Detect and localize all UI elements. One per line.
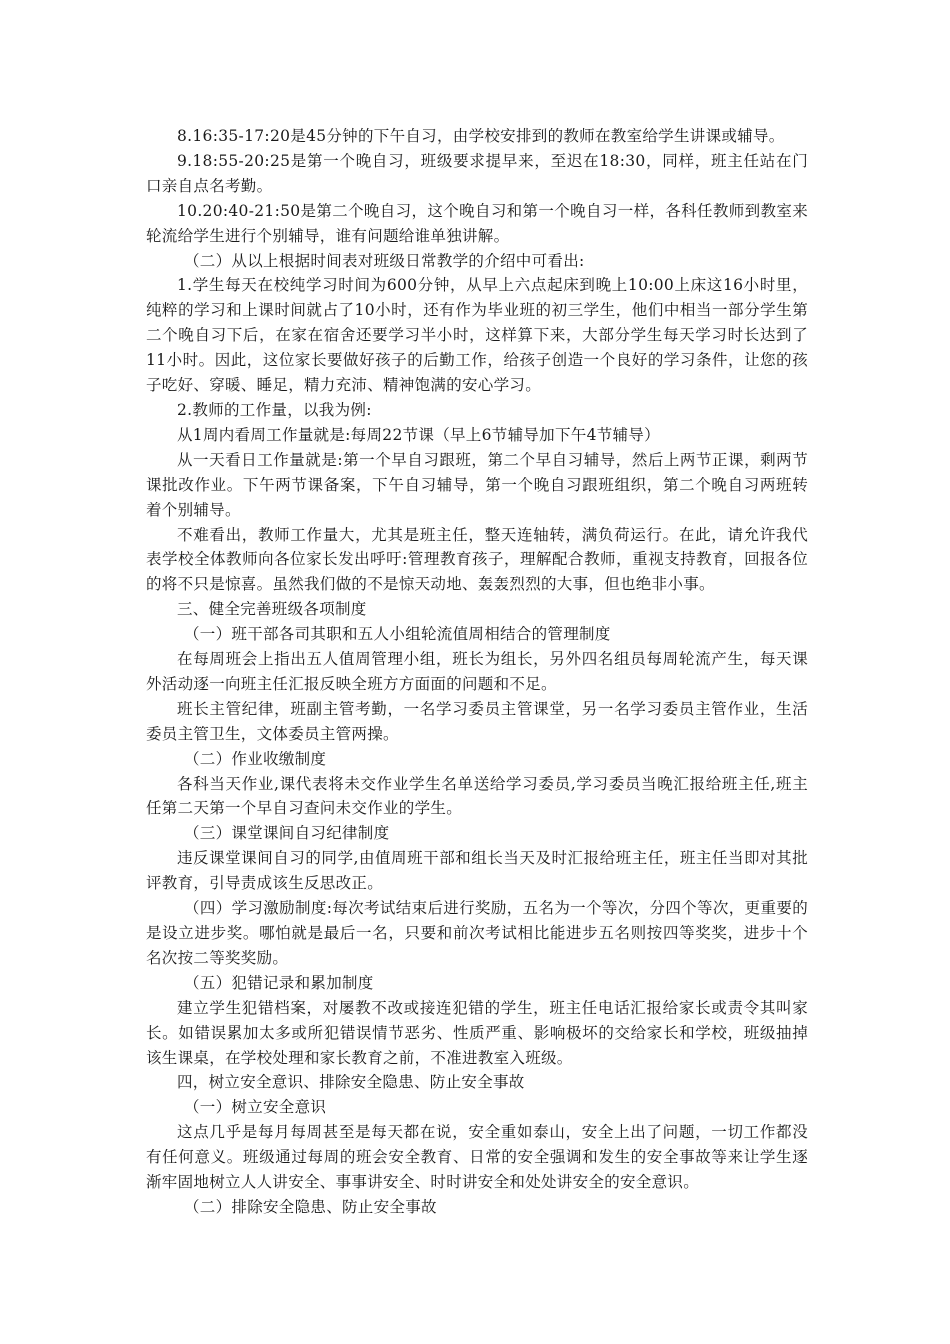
paragraph: 班长主管纪律，班副主管考勤，一名学习委员主管课堂，另一名学习委员主管作业，生活委员主管卫生，文体委员主管两操。 [146,699,808,743]
subsection-heading: （二）从以上根据时间表对班级日常教学的介绍中可看出: [184,251,585,270]
paragraph: 不难看出，教师工作量大，尤其是班主任，整天连轴转，满负荷运行。在此，请允许我代表学校全体教师向各位家长发出呼吁:管理教育孩子，理解配合教师，重视支持教育，回报各位的将不只是惊喜。虽然我们做的不是惊天动地、轰轰烈烈的大事，但也绝非小事。 [146,525,808,594]
subsection-heading: （一）树立安全意识 [184,1098,327,1117]
subsection-heading: （五）犯错记录和累加制度 [184,973,374,992]
paragraph: 违反课堂课间自习的同学,由值周班干部和组长当天及时汇报给班主任，班主任当即对其批评教育，引导责成该生反思改正。 [146,849,808,893]
paragraph: 2.教师的工作量，以我为例: [177,400,372,419]
paragraph: 各科当天作业,课代表将未交作业学生名单送给学习委员,学习委员当晚汇报给班主任,班主任第二天第一个早自习查问未交作业的学生。 [146,774,808,818]
paragraph: 从一天看日工作量就是:第一个早自习跟班，第二个早自习辅导，然后上两节正课，剩两节课批改作业。下午两节课备案，下午自习辅导，第一个晚自习跟班组织，第二个晚自习两班转着个别辅导。 [146,450,808,519]
paragraph: 建立学生犯错档案，对屡教不改或接连犯错的学生，班主任电话汇报给家长或责令其叫家长。如错误累加太多或所犯错误情节恶劣、性质严重、影响极坏的交给家长和学校，班级抽掉该生课桌，在学校处理和家长教育之前，不准进教室入班级。 [146,998,808,1067]
section-heading: 四，树立安全意识、排除安全隐患、防止安全事故 [177,1073,525,1092]
paragraph: 1.学生每天在校纯学习时间为600分钟，从早上六点起床到晚上10:00上床这16小时里，纯粹的学习和上课时间就占了10小时，还有作为毕业班的初三学生，他们中相当一部分学生第二个晚自习下后，在家在宿舍还要学习半小时，这样算下来，大部分学生每天学习时长达到了11小时。因此，这位家长要做好孩子的后勤工作，给孩子创造一个良好的学习条件，让您的孩子吃好、穿暖、睡足，精力充沛、精神饱满的安心学习。 [146,276,808,395]
section-heading: 三、健全完善班级各项制度 [177,600,367,619]
paragraph: 10.20:40-21:50是第二个晚自习，这个晚自习和第一个晚自习一样，各科任教师到教室来轮流给学生进行个别辅导，谁有问题给谁单独讲解。 [146,201,808,245]
subsection-heading: （四）学习激励制度:每次考试结束后进行奖励，五名为一个等次，分四个等次，更重要的是设立进步奖。哪怕就是最后一名，只要和前次考试相比能进步五名则按四等奖奖，进步十个名次按二等奖奖励。 [146,899,808,967]
subsection-heading: （二）作业收缴制度 [184,749,327,768]
subsection-heading: （三）课堂课间自习纪律制度 [184,824,390,843]
paragraph: 9.18:55-20:25是第一个晚自习，班级要求提早来，至迟在18:30，同样，班主任站在门口亲自点名考勤。 [146,151,808,195]
document-page [146,124,808,1220]
paragraph: 在每周班会上指出五人值周管理小组，班长为组长，另外四名组员每周轮流产生，每天课外活动逐一向班主任汇报反映全班方方面面的问题和不足。 [146,650,808,693]
subsection-heading: （一）班干部各司其职和五人小组轮流值周相结合的管理制度 [184,625,611,644]
paragraph: 从1周内看周工作量就是:每周22节课（早上6节辅导加下午4节辅导） [177,425,660,444]
paragraph: 8.16:35-17:20是45分钟的下午自习，由学校安排到的教师在教室给学生讲课或辅导。 [177,127,785,145]
subsection-heading: （二）排除安全隐患、防止安全事故 [184,1197,437,1216]
paragraph: 这点几乎是每月每周甚至是每天都在说，安全重如泰山，安全上出了问题，一切工作都没有任何意义。班级通过每周的班会安全教育、日常的安全强调和发生的安全事故等来让学生逐渐牢固地树立人人讲安全、事事讲安全、时时讲安全和处处讲安全的安全意识。 [146,1123,808,1192]
